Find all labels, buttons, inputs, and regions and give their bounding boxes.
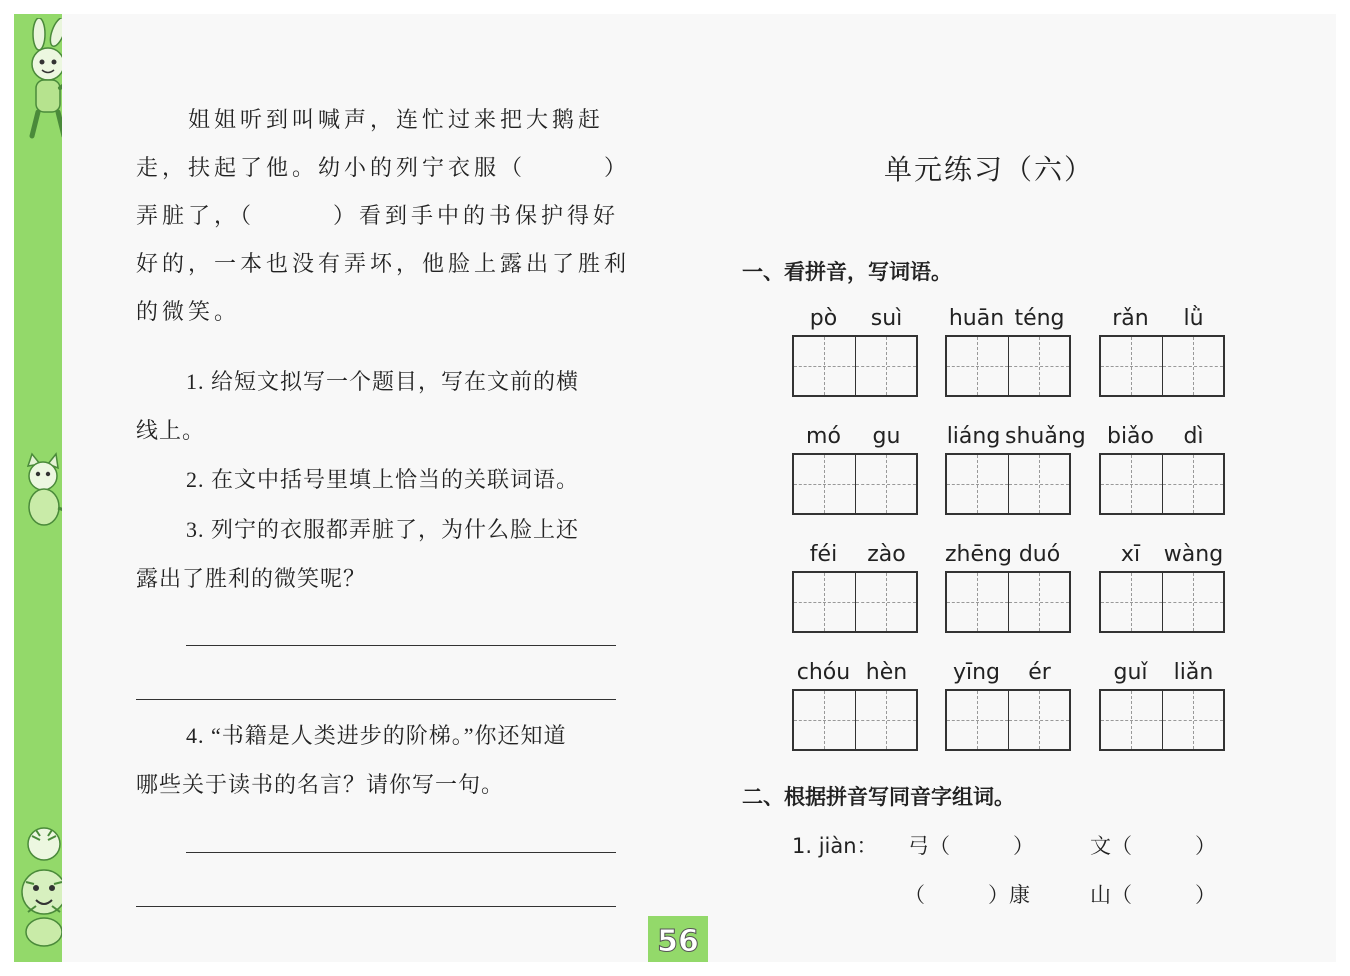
pinyin: duó bbox=[1018, 542, 1061, 567]
answer-line[interactable] bbox=[186, 645, 616, 646]
homophone-blank[interactable]: 弓（ ） bbox=[908, 834, 1034, 858]
pinyin: chóu bbox=[796, 660, 851, 685]
pinyin: mó bbox=[806, 424, 841, 449]
page-number: 56 bbox=[648, 916, 708, 962]
pinyin: yīng bbox=[952, 660, 1001, 685]
pinyin: xī bbox=[1120, 542, 1141, 567]
answer-line[interactable] bbox=[136, 699, 616, 700]
section-1-heading: 一、看拼音，写词语。 bbox=[742, 260, 952, 284]
pinyin: shuǎng bbox=[1005, 424, 1086, 449]
pinyin: zhēng bbox=[945, 542, 1012, 567]
passage-line-5: 的微笑。 bbox=[136, 300, 241, 325]
pinyin: lǜ bbox=[1183, 306, 1204, 331]
writing-grid[interactable] bbox=[945, 571, 1071, 633]
answer-line[interactable] bbox=[136, 906, 616, 907]
pinyin: gu bbox=[872, 424, 901, 449]
pinyin: biǎo bbox=[1106, 424, 1155, 449]
question-1-line-1: 1. 给短文拟写一个题目，写在文前的横 bbox=[186, 369, 580, 394]
pinyin: hèn bbox=[865, 660, 908, 685]
writing-grid[interactable] bbox=[792, 335, 918, 397]
pinyin: féi bbox=[809, 542, 838, 567]
pinyin: guǐ bbox=[1113, 660, 1148, 685]
unit-title: 单元练习（六） bbox=[884, 153, 1095, 186]
passage-line-4: 好的，一本也没有弄坏，他脸上露出了胜利 bbox=[136, 252, 631, 277]
question-1-line-2: 线上。 bbox=[136, 418, 206, 443]
question-3-line-2: 露出了胜利的微笑呢？ bbox=[136, 566, 367, 591]
homophone-blank[interactable]: （ ）康 bbox=[904, 883, 1030, 907]
writing-grid[interactable] bbox=[792, 571, 918, 633]
writing-grid[interactable] bbox=[792, 453, 918, 515]
pinyin: rǎn bbox=[1112, 306, 1149, 331]
writing-grid[interactable] bbox=[945, 689, 1071, 751]
question-3-line-1: 3. 列宁的衣服都弄脏了，为什么脸上还 bbox=[186, 517, 580, 542]
pinyin: wàng bbox=[1163, 542, 1224, 567]
writing-grid[interactable] bbox=[1099, 689, 1225, 751]
pinyin: liáng bbox=[946, 424, 1001, 449]
question-4-line-1: 4. “书籍是人类进步的阶梯。”你还知道 bbox=[186, 723, 567, 748]
writing-grid[interactable] bbox=[1099, 453, 1225, 515]
writing-grid[interactable] bbox=[792, 689, 918, 751]
writing-grid[interactable] bbox=[1099, 571, 1225, 633]
pinyin: dì bbox=[1183, 424, 1204, 449]
section-2-heading: 二、根据拼音写同音字组词。 bbox=[742, 785, 1015, 809]
question-4-line-2: 哪些关于读书的名言？请你写一句。 bbox=[136, 772, 505, 797]
writing-grid[interactable] bbox=[945, 335, 1071, 397]
writing-grid[interactable] bbox=[1099, 335, 1225, 397]
passage-line-2: 走，扶起了他。幼小的列宁衣服（ ） bbox=[136, 156, 631, 181]
pinyin: huān bbox=[948, 306, 1005, 331]
pinyin: pò bbox=[809, 306, 838, 331]
passage-line-3: 弄脏了，（ ）看到手中的书保护得好 bbox=[136, 204, 620, 229]
answer-line[interactable] bbox=[186, 852, 616, 853]
question-2: 2. 在文中括号里填上恰当的关联词语。 bbox=[186, 467, 580, 492]
homophone-blank[interactable]: 文（ ） bbox=[1090, 834, 1216, 858]
writing-grid[interactable] bbox=[945, 453, 1071, 515]
pinyin: zào bbox=[867, 542, 906, 567]
pinyin: liǎn bbox=[1173, 660, 1214, 685]
homophone-blank[interactable]: 山（ ） bbox=[1090, 883, 1216, 907]
pinyin: suì bbox=[870, 306, 903, 331]
passage-line-1: 姐姐听到叫喊声，连忙过来把大鹅赶 bbox=[188, 108, 605, 133]
homophone-item-label: 1. jiàn： bbox=[792, 834, 878, 858]
pinyin: ér bbox=[1028, 660, 1051, 685]
pinyin: téng bbox=[1014, 306, 1065, 331]
